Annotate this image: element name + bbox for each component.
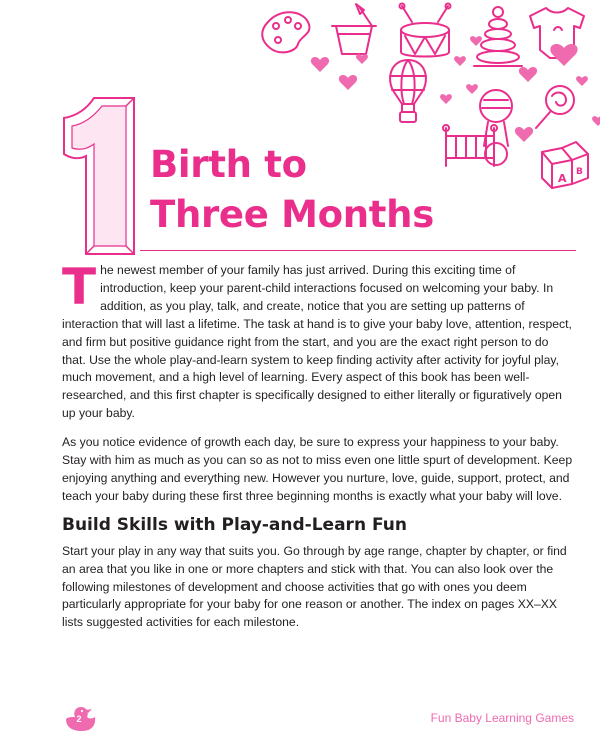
chapter-title-line-2: Three Months (150, 193, 434, 236)
dropcap: T (62, 258, 97, 316)
sand-bucket-icon (332, 4, 376, 54)
hot-air-balloon-icon (390, 60, 426, 122)
intro-paragraph-1 (62, 258, 574, 423)
chapter-title-line-1: Birth to (150, 143, 307, 186)
intro-paragraph-1-text: he newest member of your family has just arrived. During this exciting time of introduction, keep your parent-child interactions focused on welcoming your baby. In addition, as you play, talk, and create, notice that you are setting up patterns of interaction that will last a lifetime. The task at hand is to give your baby love, attention, respect, and firm but positive guidance right from the start, and you are the exact right person to do that. Use the whole play-and-learn system to keep finding activity after activity for joyful play, much movement, and a high level of learning. Every aspect of this book has been well-researched, and this first chapter is specifically designed to either literally or figuratively open up your baby. (62, 263, 572, 421)
section-paragraph: Start your play in any way that suits you. Go through by age range, chapter by chapter, or find an area that you like in one or more chapters and stick with that. You can also look over the following milestones of development and choose activities that go with ones you deem particularly appropriate for your baby for one reason or another. The index on pages XX–XX lists suggested activities for each milestone. (62, 543, 567, 630)
palette-icon (262, 12, 309, 52)
section-heading: Build Skills with Play-and-Learn Fun (62, 514, 407, 535)
running-title: Fun Baby Learning Games (430, 711, 574, 725)
drum-icon (400, 4, 451, 57)
heart-icon (311, 36, 600, 142)
svg-text:B: B (576, 167, 583, 177)
chapter-number-graphic (62, 96, 142, 256)
svg-text:A: A (558, 172, 567, 185)
chapter-title (150, 140, 434, 240)
page-number: 2 (76, 714, 82, 724)
abc-block-icon (542, 142, 588, 188)
ring-stacker-icon (474, 7, 522, 66)
chapter-body (62, 258, 574, 643)
title-divider (140, 250, 576, 251)
lollipop-icon (536, 86, 574, 128)
intro-paragraph-2: As you notice evidence of growth each day, be sure to express your happiness to your baby. Stay with him as much as you can so as not to miss even one little spurt of development. Keep enjoying anything and everything new. However you nurture, love, guide, support, protect, and teach your baby during these first three beginning months is exactly what your baby will love. (62, 435, 573, 503)
